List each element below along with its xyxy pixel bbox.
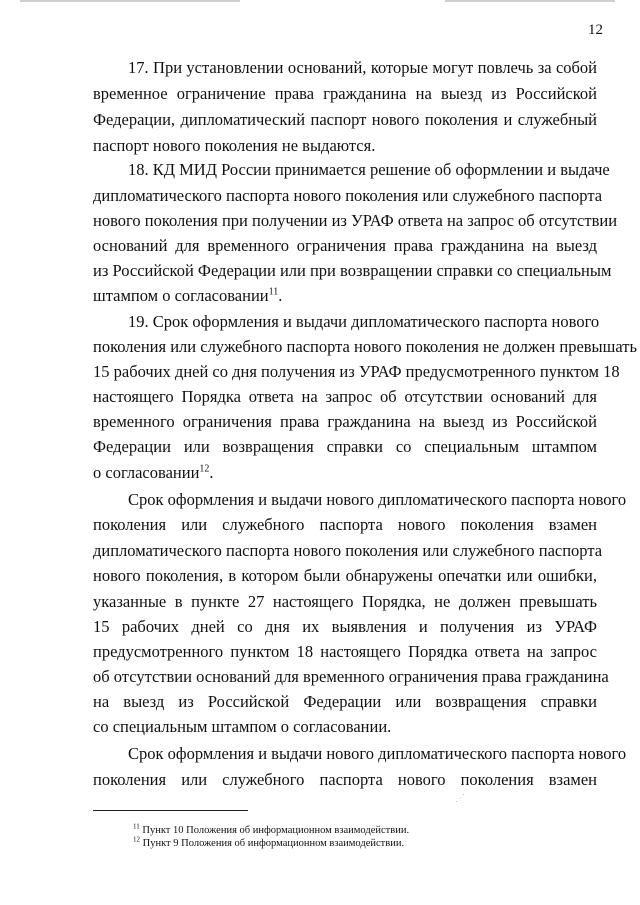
p20-line-9: на выезд из Российской Федерации или возвращения справки [93,692,597,711]
p18-line-6-end: . [278,286,283,305]
p19-line-2: поколения или служебного паспорта нового поколения не должен превышать [93,337,637,356]
p17-line-1: 17. При установлении оснований, которые могут повлечь за собой [128,58,597,77]
p19-line-7-text: о согласовании [93,463,200,482]
p21-line-1: Срок оформления и выдачи нового дипломатического паспорта нового [128,744,627,763]
p17-line-2: временное ограничение права гражданина на выезд из Российской [93,84,597,103]
p18-line-1: 18. КД МИД России принимается решение об оформлении и выдаче [128,160,610,179]
p20-line-4: нового поколения, в котором были обнаружены опечатки или ошибки, [93,566,597,585]
p17-line-4: паспорт нового поколения не выдаются. [93,136,376,155]
p20-line-6: 15 рабочих дней со дня их выявления и получения из УРАФ [93,617,597,636]
footnote-12-mark: 12 [133,835,140,844]
p20-line-5: указанные в пункте 27 настоящего Порядка, не должен превышать [93,592,597,611]
p20-line-8: об отсутствии оснований для временного ограничения права гражданина [93,667,609,686]
p20-line-1: Срок оформления и выдачи нового дипломатического паспорта нового [128,490,627,509]
p19-line-5: временного ограничения права гражданина на выезд из Российской [93,412,597,431]
scan-edge-line-right [445,0,615,2]
p18-line-3: нового поколения при получении из УРАФ ответа на запрос об отсутствии [93,211,618,230]
footnote-12 [133,835,405,850]
p18-line-4: оснований для временного ограничения права гражданина на выезд [93,236,597,255]
p21-line-2: поколения или служебного паспорта нового поколения взамен [93,770,597,789]
page-number: 12 [588,22,603,38]
p18-line-6 [93,286,597,306]
footnote-11-text: Пункт 10 Положения об информационном взаимодействии. [142,825,410,836]
p20-line-10: со специальным штампом о согласовании. [93,717,392,736]
p19-line-1: 19. Срок оформления и выдачи дипломатического паспорта нового [128,312,600,331]
p20-line-2: поколения или служебного паспорта нового поколения взамен [93,515,597,534]
footnote-ref-11: 11 [268,286,279,298]
p19-line-4: настоящего Порядка ответа на запрос об отсутствии оснований для [93,387,597,406]
p19-line-3: 15 рабочих дней со дня получения из УРАФ предусмотренного пунктом 18 [93,362,620,381]
footnote-12-text: Пункт 9 Положения об информационном взаимодействии. [142,838,405,849]
footnote-11-mark: 11 [133,822,140,831]
footnote-ref-12: 12 [199,463,210,475]
p20-line-7: предусмотренного пунктом 18 настоящего Порядка ответа на запрос [93,642,597,661]
p17-line-3: Федерации, дипломатический паспорт нового поколения и служебный [93,110,597,129]
footnote-11 [133,822,410,837]
p19-line-7 [93,463,597,483]
p19-line-6: Федерации или возвращения справки со специальным штампом [93,437,597,456]
p18-line-6-text: штампом о согласовании [93,286,269,305]
scan-edge-line-left [20,0,240,2]
p18-line-5: из Российской Федерации или при возвращении справки со специальным [93,261,612,280]
scan-speck: ⋰ [455,793,465,804]
p19-line-7-end: . [209,463,214,482]
p20-line-3: дипломатического паспорта нового поколения или служебного паспорта [93,541,603,560]
footnote-separator [93,810,248,811]
p18-line-2: дипломатического паспорта нового поколения или служебного паспорта [93,186,603,205]
